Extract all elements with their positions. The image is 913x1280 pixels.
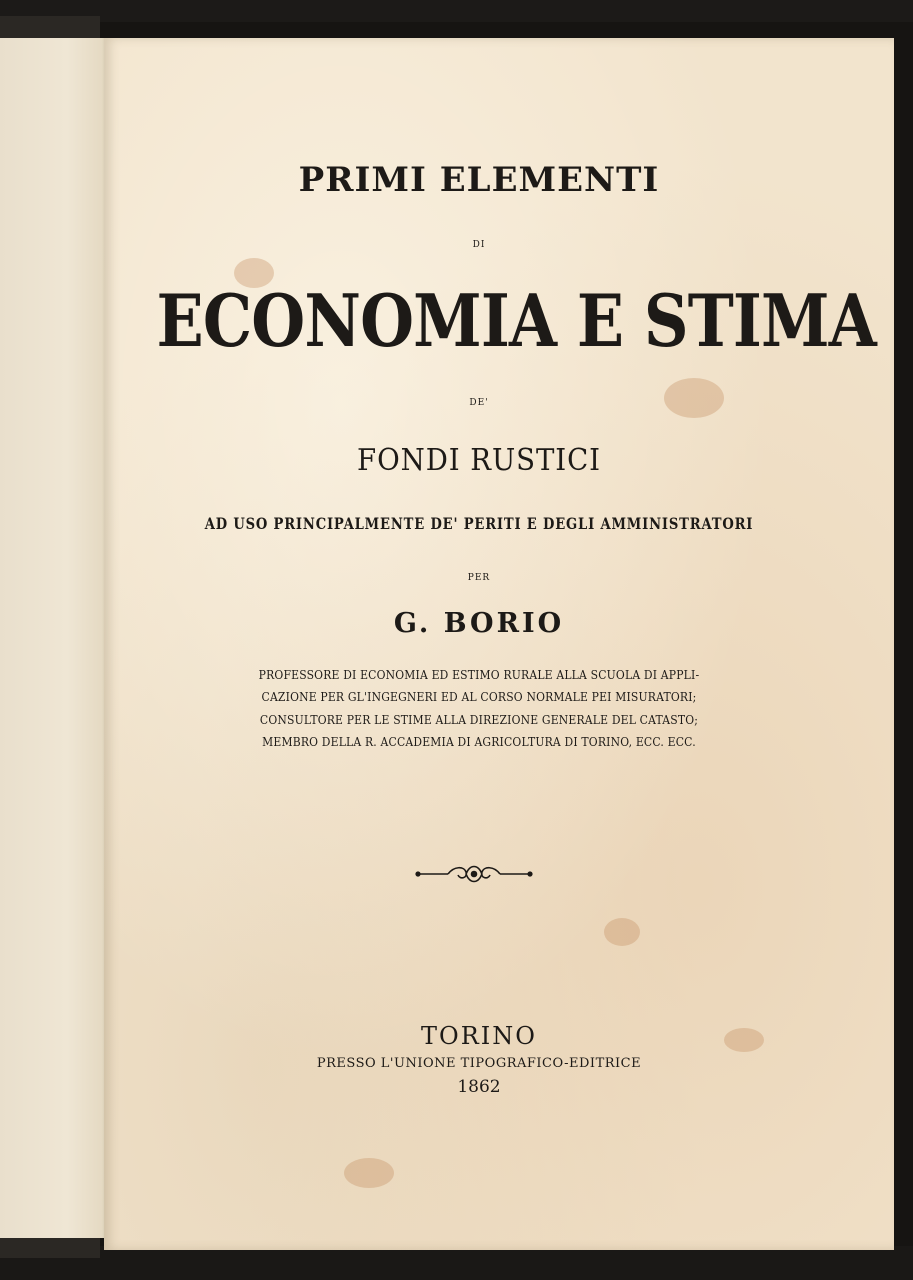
scroll-ornament-icon [414, 860, 534, 888]
title-line-primi-elementi: PRIMI ELEMENTI [298, 160, 660, 200]
connector-per: PER [467, 573, 491, 583]
author-description-line: CONSULTORE PER LE STIME ALLA DIREZIONE GENERALE DEL CATASTO; [259, 712, 699, 727]
connector-de: DE' [469, 398, 489, 408]
publication-year: 1862 [457, 1077, 501, 1097]
author-description-line: CAZIONE PER GL'INGEGNERI ED AL CORSO NORMALE PEI MISURATORI; [261, 690, 697, 705]
spine-binding-bottom [0, 1236, 100, 1258]
place-of-publication: TORINO [421, 1022, 537, 1050]
foxing-spot [344, 1158, 394, 1188]
title-main: ECONOMIA E STIMA [156, 278, 876, 363]
connector-di: DI [472, 240, 486, 250]
publisher: PRESSO L'UNIONE TIPOGRAFICO-EDITRICE [316, 1056, 642, 1071]
cover-edge-top [0, 0, 913, 22]
author-description [142, 664, 817, 753]
cover-edge-bottom [0, 1246, 913, 1280]
author-description-line: PROFESSORE DI ECONOMIA ED ESTIMO RURALE ALLA SCUOLA DI APPLI- [258, 668, 700, 682]
author-name: G. BORIO [393, 608, 565, 639]
left-page-endpaper [0, 38, 114, 1238]
author-description-line: MEMBRO DELLA R. ACCADEMIA DI AGRICOLTURA DI TORINO, ECC. ECC. [262, 734, 696, 749]
subtitle: AD USO PRINCIPALMENTE DE' PERITI E DEGLI AMMINISTRATORI [204, 514, 754, 533]
title-line-fondi-rustici: FONDI RUSTICI [357, 443, 601, 478]
foxing-spot [604, 918, 640, 946]
